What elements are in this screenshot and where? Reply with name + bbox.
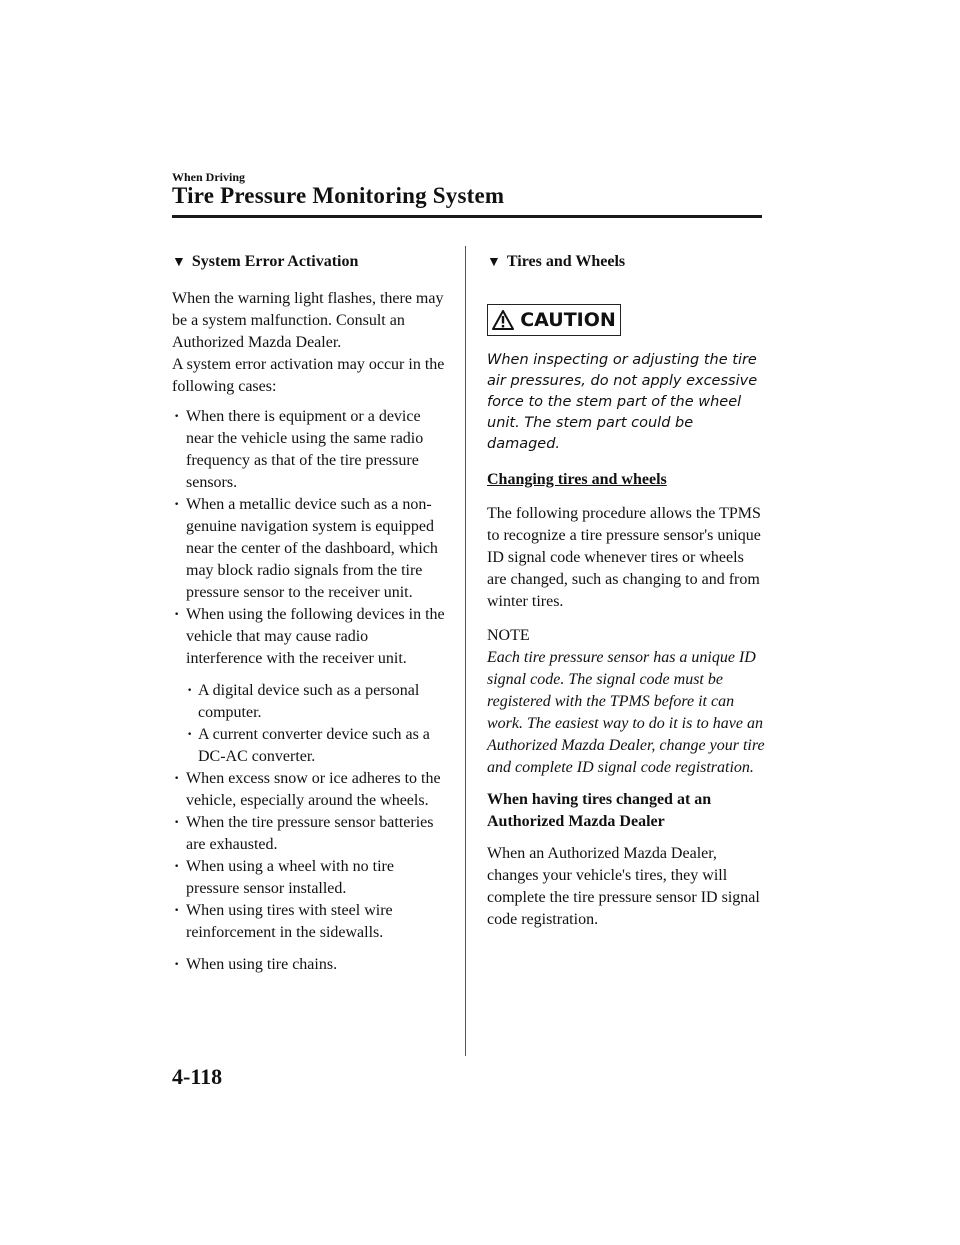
- list-item: · When using tires with steel wire reinforcement in the sidewalls.: [172, 900, 447, 944]
- column-divider: [465, 246, 466, 1056]
- triangle-down-icon: ▼: [172, 255, 186, 270]
- caution-badge: [487, 304, 621, 336]
- list-item: · When using a wheel with no tire pressure sensor installed.: [172, 856, 447, 900]
- subheading: Changing tires and wheels: [487, 471, 667, 488]
- paragraph: A system error activation may occur in the following cases:: [172, 356, 445, 395]
- section-label: When Driving: [172, 170, 246, 184]
- list-item: · When there is equipment or a device near the vehicle using the same radio frequency as that of the tire pressure sensors.: [172, 406, 447, 494]
- page-title: Tire Pressure Monitoring System: [172, 183, 505, 208]
- paragraph: When an Authorized Mazda Dealer, changes your vehicle's tires, they will complete the tire pressure sensor ID signal code registration.: [487, 845, 760, 928]
- bullet-list: [172, 768, 447, 976]
- note-label: NOTE: [487, 627, 530, 644]
- paragraph: The following procedure allows the TPMS to recognize a tire pressure sensor's unique ID signal code whenever tires or wheels are changed, such as changing to and from winter tires.: [487, 505, 761, 610]
- list-item: · A current converter device such as a DC-AC converter.: [186, 724, 447, 768]
- warning-triangle-icon: [492, 310, 514, 330]
- bold-subheading: When having tires changed at an Authorized Mazda Dealer: [487, 791, 712, 830]
- caution-label: CAUTION: [520, 309, 616, 331]
- triangle-down-icon: ▼: [487, 255, 501, 270]
- list-item: · When using the following devices in the vehicle that may cause radio interference with the receiver unit.: [172, 604, 447, 670]
- section-heading-system-error: [172, 251, 447, 274]
- list-item: · When excess snow or ice adheres to the vehicle, especially around the wheels.: [172, 768, 447, 812]
- list-item: · When using tire chains.: [172, 954, 447, 976]
- caution-text: When inspecting or adjusting the tire air pressures, do not apply excessive force to the stem part of the wheel unit. The stem part could be damaged.: [487, 352, 758, 452]
- section-heading-tires-wheels: [487, 251, 765, 274]
- sub-bullet-list: [186, 680, 447, 768]
- left-column: [172, 251, 447, 976]
- bullet-list: [172, 406, 447, 670]
- note-text: Each tire pressure sensor has a unique ID signal code. The signal code must be registered with the TPMS before it can work. The easiest way to do it is to have an Authorized Mazda Dealer, change your tire and complete ID signal code registration.: [487, 649, 765, 776]
- list-item: · When the tire pressure sensor batteries are exhausted.: [172, 812, 447, 856]
- list-item: · A digital device such as a personal computer.: [186, 680, 447, 724]
- heading-text: System Error Activation: [191, 253, 359, 270]
- heading-text: Tires and Wheels: [506, 253, 626, 270]
- paragraph: When the warning light flashes, there may be a system malfunction. Consult an Authorized Mazda Dealer.: [172, 290, 444, 351]
- page-number: 4-118: [172, 1064, 223, 1089]
- right-column: [487, 251, 765, 931]
- list-item: · When a metallic device such as a non-genuine navigation system is equipped near the center of the dashboard, which may block radio signals from the tire pressure sensor to the receiver unit.: [172, 494, 447, 604]
- title-rule: [172, 215, 762, 218]
